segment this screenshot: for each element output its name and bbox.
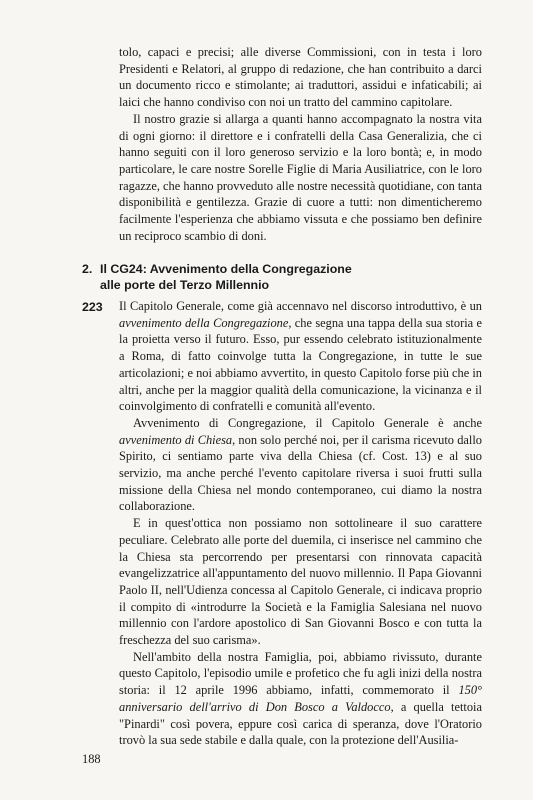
section-title-line-1: Il CG24: Avvenimento della Congregazione: [100, 262, 352, 276]
section-paragraph-3: E in quest'ottica non possiamo non sottolineare il suo carattere peculiare. Celebrato alle porte del duemila, ci inserisce nel cammino che la Chiesa sta percorrendo per presentarsi con rinnovata capacità evangelizzatrice all'appuntamento del nuovo millennio. Il Papa Giovanni Paolo II, nell'Udienza concessa al Capitolo Generale, ci indicava proprio il compito di «introdurre la Società e la Famiglia Salesiana nel nuovo millennio con l'ardore apostolico di San Giovanni Bosco e con tutta la freschezza del suo carisma».: [119, 516, 482, 648]
section-number: 2.: [82, 262, 93, 276]
section-heading: [82, 261, 482, 293]
margin-number: 223: [82, 300, 103, 314]
section-title-line-2: alle porte del Terzo Millennio: [100, 278, 270, 292]
intro-paragraph-1: tolo, capaci e precisi; alle diverse Commissioni, con in testa i loro Presidenti e Relatori, al gruppo di redazione, che han contribuito a darci un documento ricco e stimolante; ai traduttori, assidui e infaticabili; ai laici che hanno condiviso con noi un tratto del cammino capitolare.: [119, 45, 482, 110]
page-number: 188: [82, 752, 101, 766]
emphasis: avvenimento di Chiesa: [119, 432, 233, 447]
intro-paragraph-2: Il nostro grazie si allarga a quanti hanno accompagnato la nostra vita di ogni giorno: il direttore e i confratelli della Casa Generalizia, che ci hanno seguiti con il loro generoso servizio e la loro bontà; e, in modo particolare, le care nostre Sorelle Figlie di Maria Ausiliatrice, con le loro ragazze, che hanno provveduto alle nostre necessità quotidiane, con tanta disponibilità e gentilezza. Grazie di cuore a tutti: non dimenticheremo facilmente l'esperienza che abbiamo vissuta e che possiamo ben definire un reciproco scambio di doni.: [119, 111, 482, 243]
section-paragraph-1: Il Capitolo Generale, come già accennavo nel discorso introduttivo, è un avvenimento della Congregazione, che segna una tappa della sua storia e la proietta verso il futuro. Esso, pur essendo celebrato istituzionalmente a Roma, di fatto coinvolge tutta la Congregazione, in tutte le sue articolazioni; e noi abbiamo avvertito, in questo Capitolo forse più che in altri, anche per la maggior qualità della comunicazione, la vicinanza e il coinvolgimento di confratelli e comunità all'evento.: [119, 299, 482, 414]
section-paragraph-4: Nell'ambito della nostra Famiglia, poi, abbiamo rivissuto, durante questo Capitolo, l'episodio umile e profetico che fu agli inizi della nostra storia: il 12 aprile 1996 abbiamo, infatti, commemorato il 150° anniversario dell'arrivo di Don Bosco a Valdocco, a quella tettoia "Pinardi" così povera, eppure così carica di speranza, dove l'Oratorio trovò la sua sede stabile e dalla quale, con la protezione dell'Ausilia-: [119, 649, 482, 748]
intro-text: [119, 44, 482, 244]
section-text: [119, 298, 482, 749]
emphasis: avvenimento della Congregazione: [119, 315, 289, 330]
emphasis: 150° anniversario dell'arrivo di Don Bosco a Valdocco: [119, 683, 482, 714]
section-paragraph-2: Avvenimento di Congregazione, il Capitolo Generale è anche avvenimento di Chiesa, non solo perché noi, per il carisma ricevuto dallo Spirito, ci sentiamo parte viva della Chiesa (cf. Cost. 13) e al suo servizio, ma anche perché l'evento capitolare riversa i suoi frutti sulla missione della Chiesa nel mondo contemporaneo, cui diamo la nostra collaborazione.: [119, 415, 482, 514]
